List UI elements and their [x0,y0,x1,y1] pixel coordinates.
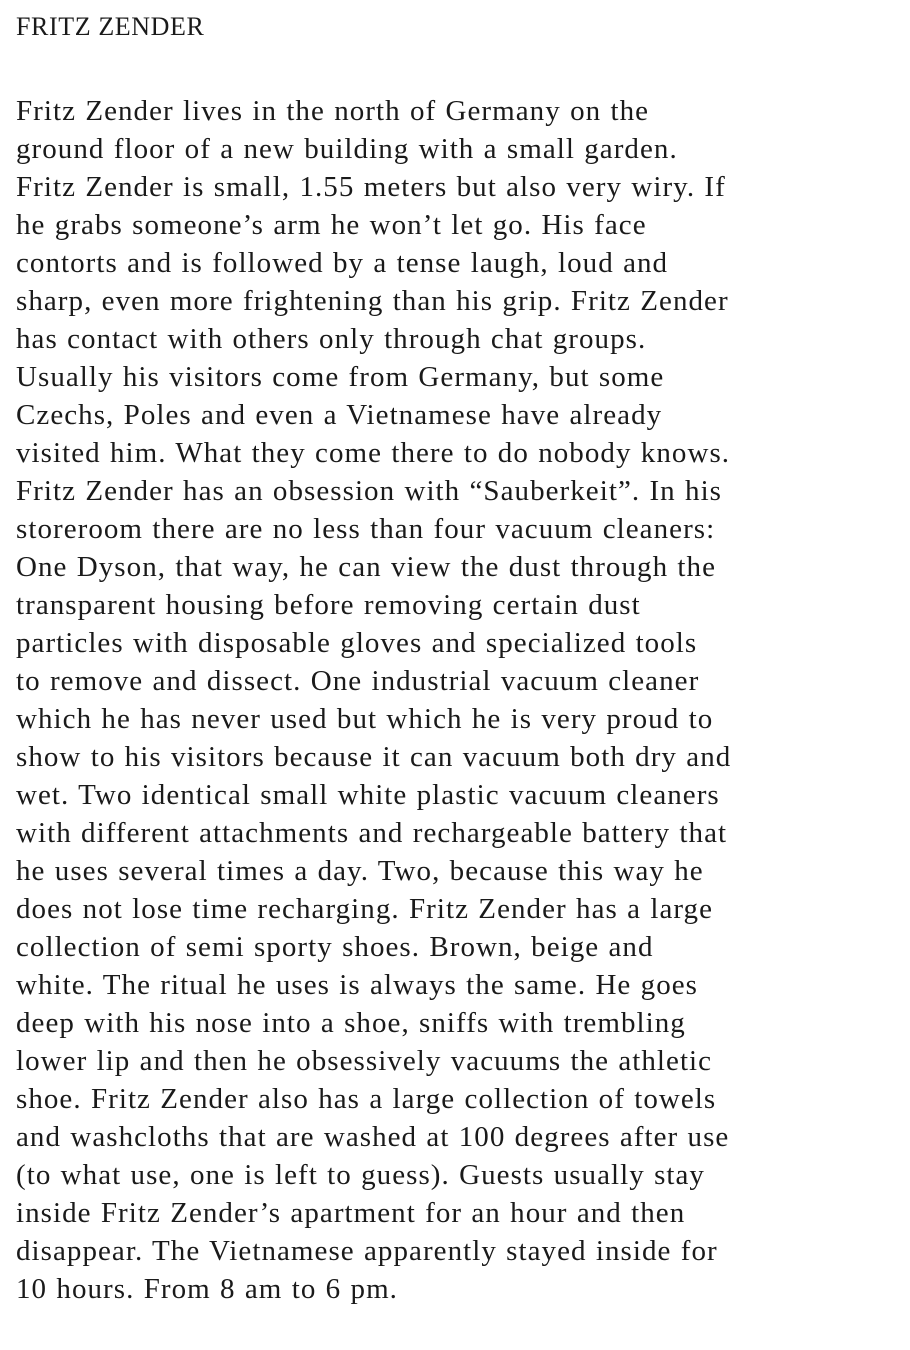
text-line: 10 hours. From 8 am to 6 pm. [16,1273,398,1305]
text-line: visited him. What they come there to do nobody knows. [16,437,731,469]
text-line: Czechs, Poles and even a Vietnamese have already [16,399,663,431]
text-line: Fritz Zender is small, 1.55 meters but also very wiry. If [16,171,726,203]
text-line: Fritz Zender has an obsession with “Sauberkeit”. In his [16,475,723,507]
text-line: deep with his nose into a shoe, sniffs with trembling [16,1007,686,1039]
text-line: (to what use, one is left to guess). Guests usually stay [16,1159,705,1191]
text-line: with different attachments and rechargeable battery that [16,817,728,849]
text-line: show to his visitors because it can vacuum both dry and [16,741,732,773]
text-line: Fritz Zender lives in the north of Germany on the [16,95,650,127]
text-line: and washcloths that are washed at 100 degrees after use [16,1121,730,1153]
text-line: Usually his visitors come from Germany, but some [16,361,665,393]
text-line: sharp, even more frightening than his grip. Fritz Zender [16,285,729,317]
text-line: wet. Two identical small white plastic vacuum cleaners [16,779,720,811]
text-line: does not lose time recharging. Fritz Zender has a large [16,893,714,925]
text-line: storeroom there are no less than four vacuum cleaners: [16,513,716,545]
text-line: to remove and dissect. One industrial vacuum cleaner [16,665,700,697]
page-title: FRITZ ZENDER [16,12,205,41]
text-line: which he has never used but which he is very proud to [16,703,714,735]
text-line: transparent housing before removing certain dust [16,589,641,621]
text-line: he uses several times a day. Two, because this way he [16,855,704,887]
text-line: contorts and is followed by a tense laugh, loud and [16,247,669,279]
text-line: particles with disposable gloves and specialized tools [16,627,698,659]
text-line: ground floor of a new building with a small garden. [16,133,678,165]
text-line: he grabs someone’s arm he won’t let go. His face [16,209,647,241]
text-line: One Dyson, that way, he can view the dust through the [16,551,717,583]
text-line: lower lip and then he obsessively vacuums the athletic [16,1045,713,1077]
text-line: collection of semi sporty shoes. Brown, beige and [16,931,654,963]
document-page [16,10,896,1308]
text-line: has contact with others only through chat groups. [16,323,647,355]
text-line: shoe. Fritz Zender also has a large collection of towels [16,1083,717,1115]
text-line: inside Fritz Zender’s apartment for an hour and then [16,1197,686,1229]
text-line: white. The ritual he uses is always the same. He goes [16,969,699,1001]
text-line: disappear. The Vietnamese apparently stayed inside for [16,1235,718,1267]
body-text [16,92,896,1308]
